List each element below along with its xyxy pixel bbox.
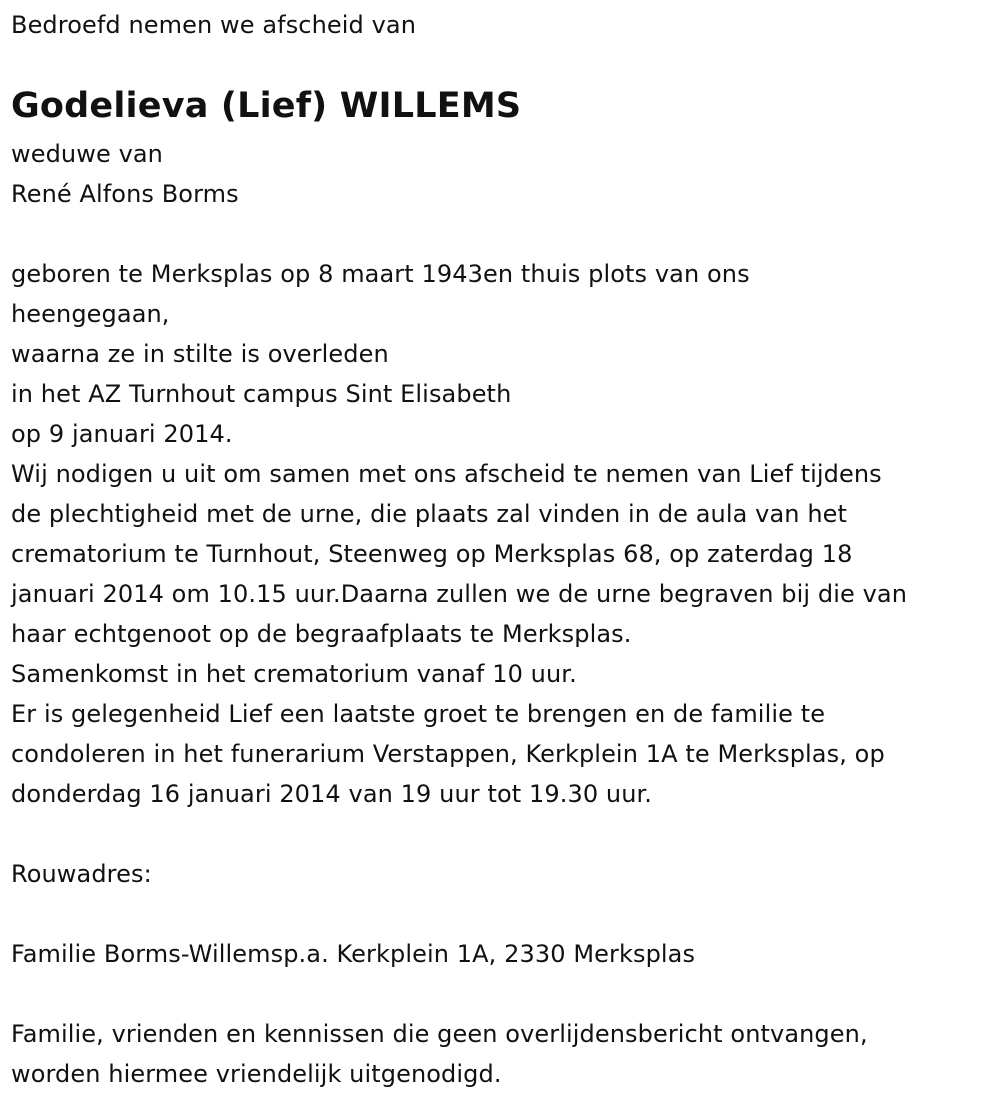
body-line: Wij nodigen u uit om samen met ons afscheid te nemen van Lief tijdens: [11, 460, 882, 488]
body-line: Samenkomst in het crematorium vanaf 10 uur.: [11, 660, 577, 688]
body-line: de plechtigheid met de urne, die plaats zal vinden in de aula van het: [11, 500, 848, 528]
closing-line: Familie, vrienden en kennissen die geen overlijdensbericht ontvangen,: [11, 1020, 868, 1048]
body-line: crematorium te Turnhout, Steenweg op Merksplas 68, op zaterdag 18: [11, 540, 853, 568]
spouse-name: René Alfons Borms: [11, 180, 239, 208]
mourning-address: Familie Borms-Willemsp.a. Kerkplein 1A, 2330 Merksplas: [11, 940, 696, 968]
body-line: heengegaan,: [11, 300, 170, 328]
body-line: in het AZ Turnhout campus Sint Elisabeth: [11, 380, 512, 408]
deceased-name: Godelieva (Lief) WILLEMS: [11, 86, 522, 126]
body-line: Er is gelegenheid Lief een laatste groet te brengen en de familie te: [11, 700, 826, 728]
body-line: geboren te Merksplas op 8 maart 1943en thuis plots van ons: [11, 260, 750, 288]
intro-text: Bedroefd nemen we afscheid van: [11, 11, 417, 39]
closing-line: worden hiermee vriendelijk uitgenodigd.: [11, 1060, 502, 1088]
body-line: haar echtgenoot op de begraafplaats te Merksplas.: [11, 620, 632, 648]
widow-of-text: weduwe van: [11, 140, 163, 168]
address-label: Rouwadres:: [11, 860, 152, 888]
body-line: donderdag 16 januari 2014 van 19 uur tot 19.30 uur.: [11, 780, 653, 808]
body-line: januari 2014 om 10.15 uur.Daarna zullen we de urne begraven bij die van: [11, 580, 908, 608]
body-line: waarna ze in stilte is overleden: [11, 340, 389, 368]
body-line: op 9 januari 2014.: [11, 420, 233, 448]
body-line: condoleren in het funerarium Verstappen, Kerkplein 1A te Merksplas, op: [11, 740, 885, 768]
